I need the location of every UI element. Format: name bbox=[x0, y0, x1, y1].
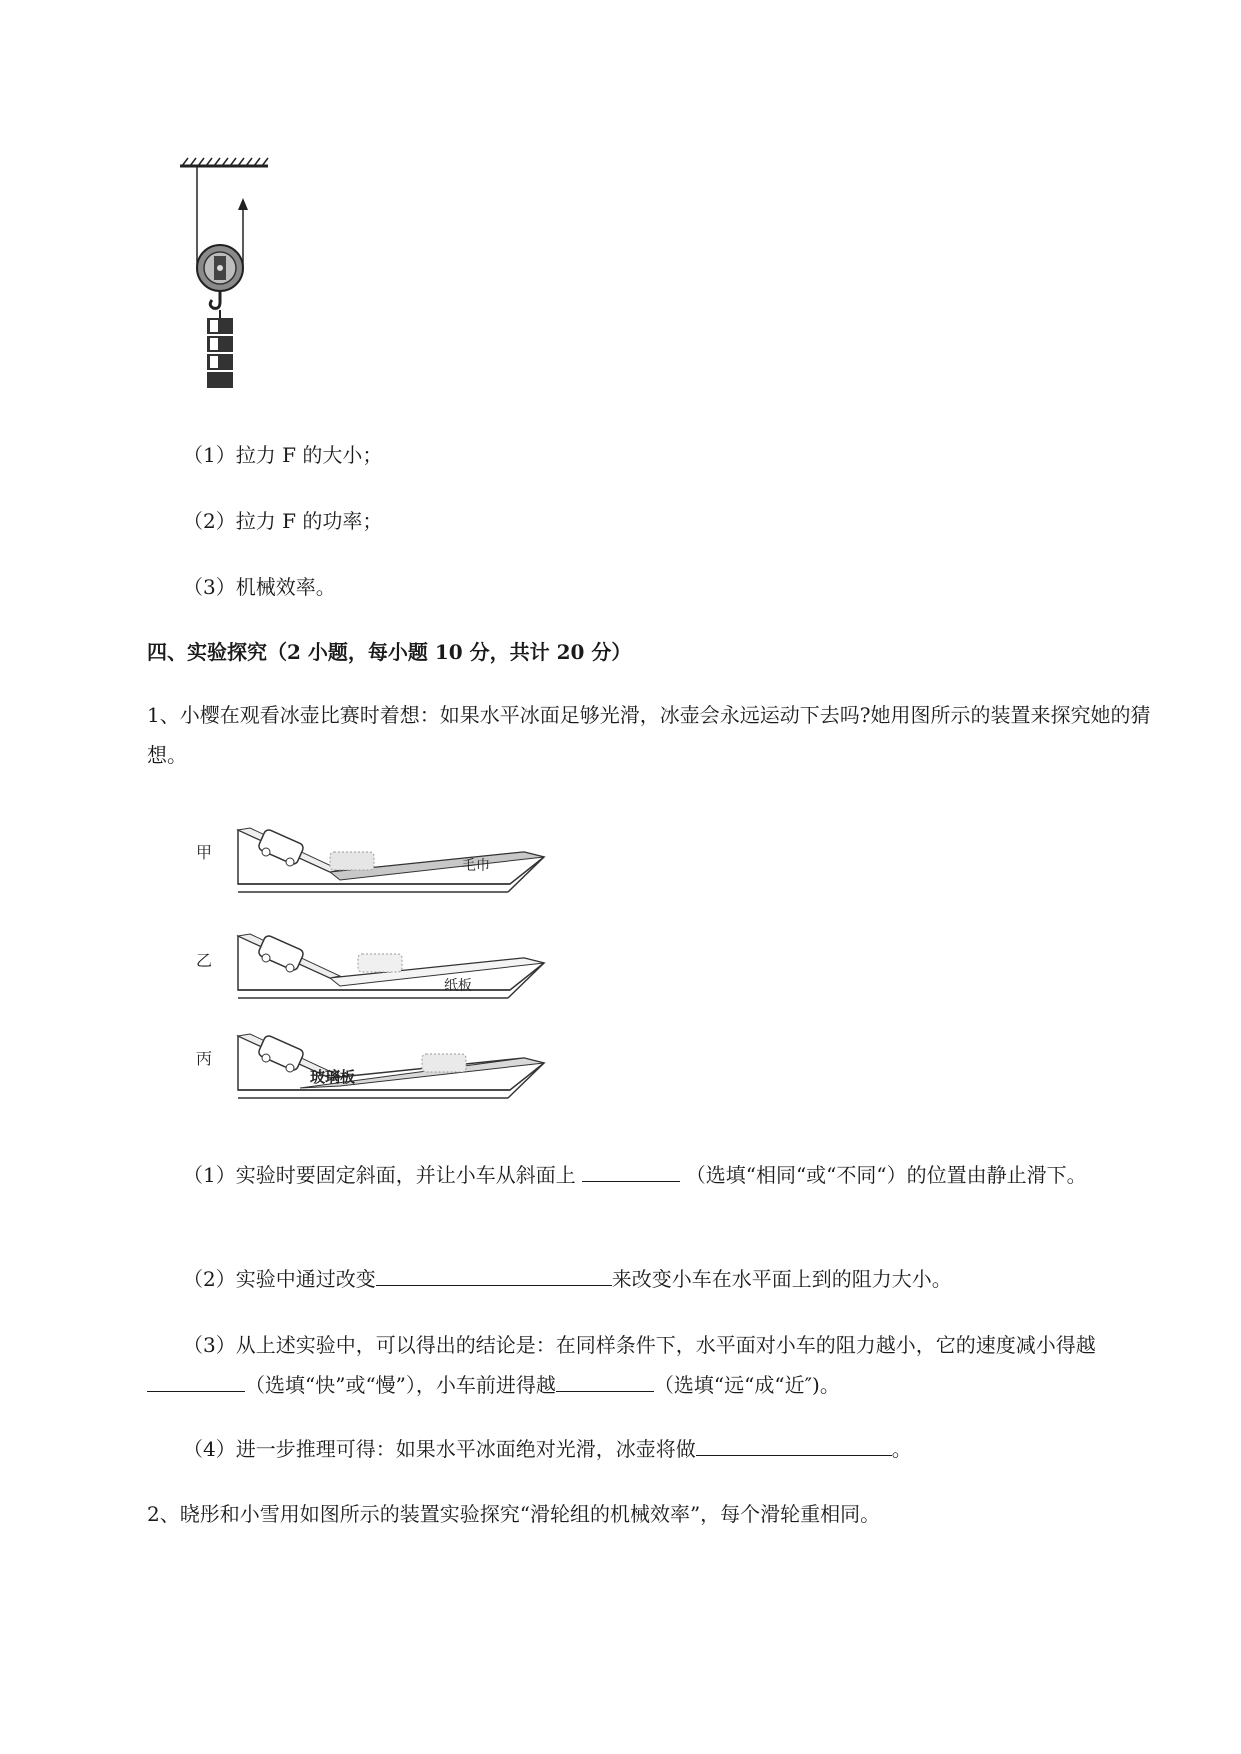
label-jia: 甲 bbox=[196, 843, 213, 862]
label-bing: 丙 bbox=[196, 1049, 213, 1068]
q1-part2 bbox=[147, 1259, 1157, 1299]
setup-jia bbox=[238, 828, 544, 892]
q1-part3-before: （3）从上述实验中，可以得出的结论是：在同样条件下，水平面对小车的阻力越小，它的速度减小得越 bbox=[183, 1333, 1096, 1357]
q1-part1-after: （选填“相同“或“不同“）的位置由静止滑下。 bbox=[685, 1163, 1087, 1187]
q1-part3-blank-a[interactable] bbox=[147, 1371, 245, 1392]
q2-stem: 2、晓彤和小雪用如图所示的装置实验探究“滑轮组的机械效率”，每个滑轮重相同。 bbox=[147, 1502, 881, 1526]
q1-stem: 1、小樱在观看冰壶比赛时着想：如果水平冰面足够光滑，冰壶会永远运动下去吗?她用图所示的装置来探究她的猜想。 bbox=[147, 703, 1151, 767]
q1-part3-after: （选填“远“成“近″)。 bbox=[653, 1373, 840, 1397]
q1-part4-after: 。 bbox=[891, 1437, 912, 1461]
q1-part2-before: （2）实验中通过改变 bbox=[183, 1267, 376, 1291]
q3-sub-1: （1）拉力 F 的大小； bbox=[183, 443, 383, 467]
q1-part3 bbox=[147, 1325, 1157, 1405]
q3-sub-3: （3）机械效率。 bbox=[183, 575, 336, 599]
section-heading: 四、实验探究（2 小题，每小题 10 分，共计 20 分） bbox=[147, 640, 632, 664]
q1-part4-blank[interactable] bbox=[696, 1435, 892, 1456]
surface-glass: 玻璃板 bbox=[310, 1068, 356, 1086]
q1-part1-blank[interactable] bbox=[582, 1161, 680, 1182]
q1-part2-after: 来改变小车在水平面上到的阻力大小。 bbox=[611, 1267, 952, 1291]
q1-part1-before: （1）实验时要固定斜面，并让小车从斜面上 bbox=[183, 1163, 576, 1187]
label-yi: 乙 bbox=[196, 951, 213, 970]
q1-part4-before: （4）进一步推理可得：如果水平冰面绝对光滑，冰壶将做 bbox=[183, 1437, 696, 1461]
q1-part4 bbox=[147, 1429, 1157, 1469]
q1-part3-mid: （选填“快”或“慢”），小车前进得越 bbox=[245, 1373, 556, 1397]
setup-yi bbox=[238, 934, 544, 998]
incline-figure bbox=[190, 810, 590, 1110]
surface-towel: 毛巾 bbox=[462, 858, 490, 874]
pulley-figure bbox=[170, 150, 280, 400]
q1-part1 bbox=[147, 1155, 1157, 1195]
q1-part2-blank[interactable] bbox=[376, 1265, 612, 1286]
q1-part3-blank-b[interactable] bbox=[556, 1371, 654, 1392]
surface-cardboard: 纸板 bbox=[444, 978, 472, 994]
q3-sub-2: （2）拉力 F 的功率； bbox=[183, 509, 383, 533]
setup-bing bbox=[238, 1034, 544, 1098]
